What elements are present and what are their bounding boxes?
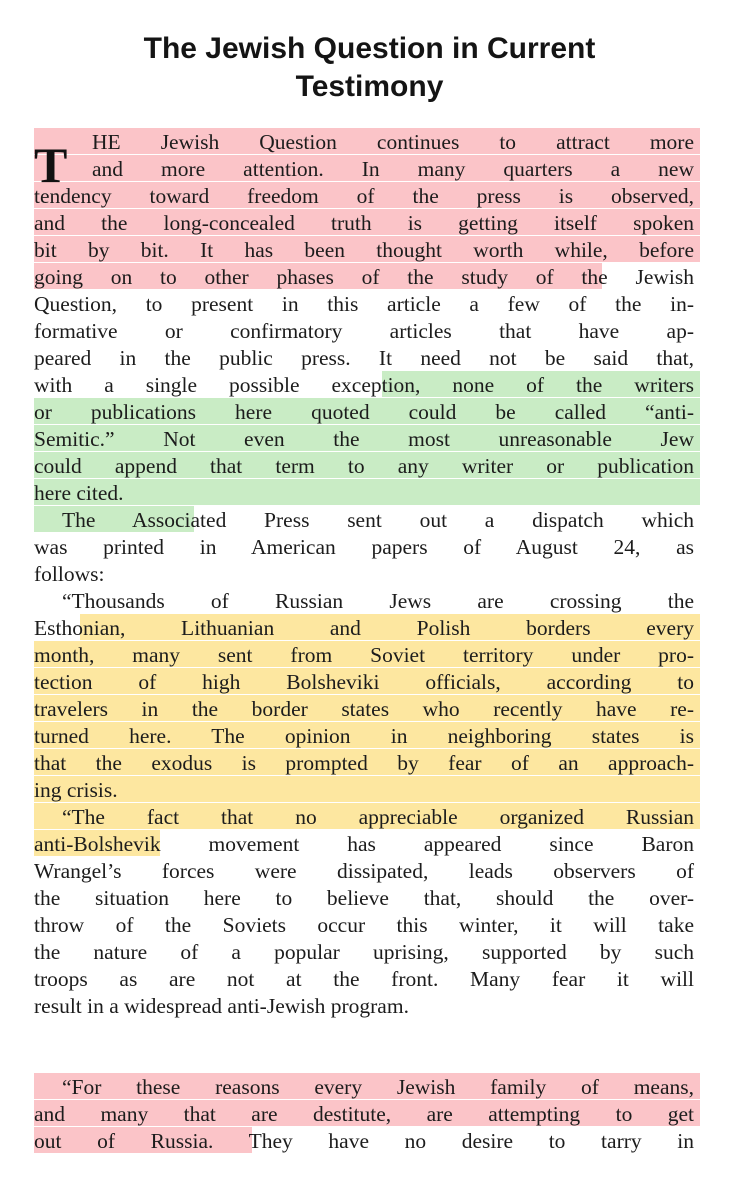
article-title <box>0 30 739 106</box>
text-line: peared in the public press. It need not be said that, <box>34 346 694 370</box>
text-line: follows: <box>34 562 105 586</box>
text-line: throw of the Soviets occur this winter, it will take <box>34 913 694 937</box>
text-line: out of Russia. They have no desire to tarry in <box>34 1129 694 1153</box>
text-line: Esthonian, Lithuanian and Polish borders every <box>34 616 694 640</box>
text-line: tendency toward freedom of the press is observed, <box>34 184 694 208</box>
text-line: “For these reasons every Jewish family of means, <box>62 1075 694 1099</box>
text-line: travelers in the border states who recently have re- <box>34 697 694 721</box>
text-line: the situation here to believe that, should the over- <box>34 886 694 910</box>
text-line: The Associated Press sent out a dispatch which <box>62 508 694 532</box>
text-line: ing crisis. <box>34 778 118 802</box>
text-line: going on to other phases of the study of the Jewish <box>34 265 694 289</box>
text-line: month, many sent from Soviet territory under pro- <box>34 643 694 667</box>
text-line: the nature of a popular uprising, supported by such <box>34 940 694 964</box>
text-line: and more attention. In many quarters a new <box>92 157 694 181</box>
text-line: “The fact that no appreciable organized Russian <box>62 805 694 829</box>
title-line: Testimony <box>295 70 444 103</box>
text-line: or publications here quoted could be called “anti- <box>34 400 694 424</box>
text-line: was printed in American papers of August 24, as <box>34 535 694 559</box>
text-line: troops as are not at the front. Many fear it will <box>34 967 694 991</box>
text-line: result in a widespread anti-Jewish program. <box>34 994 409 1018</box>
text-line: anti-Bolshevik movement has appeared since Baron <box>34 832 694 856</box>
text-line: could append that term to any writer or publication <box>34 454 694 478</box>
drop-cap: T <box>34 137 68 193</box>
title-line: The Jewish Question in Current <box>143 32 596 65</box>
text-line: tection of high Bolsheviki officials, according to <box>34 670 694 694</box>
text-line: Semitic.” Not even the most unreasonable Jew <box>34 427 694 451</box>
text-line: with a single possible exception, none of the writers <box>34 373 694 397</box>
text-line: bit by bit. It has been thought worth while, before <box>34 238 694 262</box>
text-line: that the exodus is prompted by fear of an approach- <box>34 751 694 775</box>
text-line: and many that are destitute, are attempting to get <box>34 1102 694 1126</box>
text-line: formative or confirmatory articles that have ap- <box>34 319 694 343</box>
text-line: Question, to present in this article a few of the in- <box>34 292 694 316</box>
text-line: “Thousands of Russian Jews are crossing the <box>62 589 694 613</box>
text-line: HE Jewish Question continues to attract more <box>92 130 694 154</box>
text-line: Wrangel’s forces were dissipated, leads observers of <box>34 859 694 883</box>
text-line: and the long-concealed truth is getting itself spoken <box>34 211 694 235</box>
text-line: turned here. The opinion in neighboring states is <box>34 724 694 748</box>
text-line: here cited. <box>34 481 124 505</box>
